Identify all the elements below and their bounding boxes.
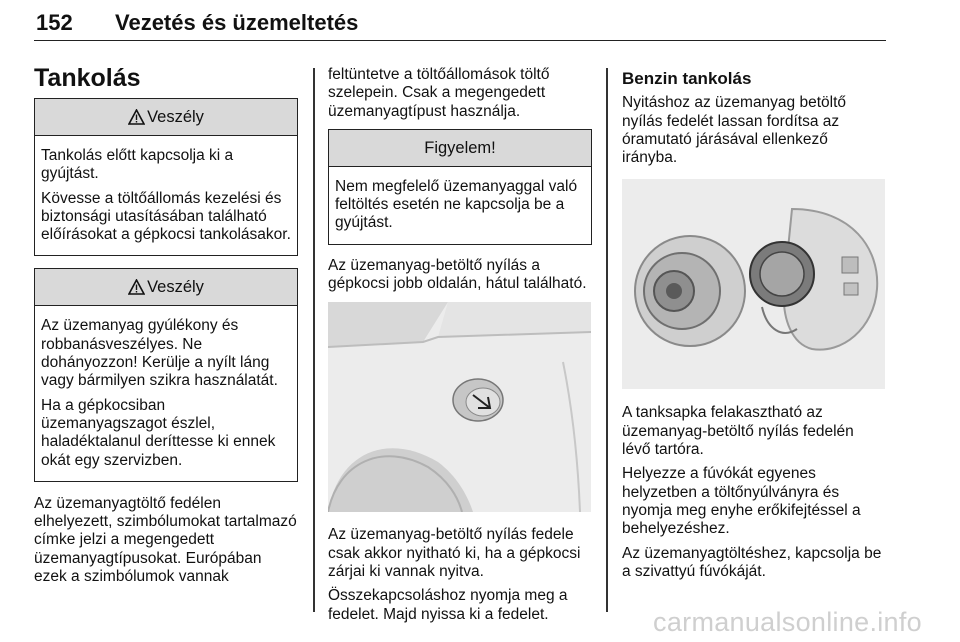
fuel-label-paragraph: Az üzemanyagtöltő fedélen elhelyezett, szimbólumokat tartalmazó címke jelzi a megengedett üzemanyagtípusokat. Európában ezek a szimbólumok vannak [34, 494, 297, 586]
page-header [34, 2, 886, 41]
col3-intro: Nyitáshoz az üzemanyag betöltő nyílás fedelét lassan fordítsa az óramutató járásával ellenkező irányba. [622, 94, 847, 167]
col3-after-figure-3: Az üzemanyagtöltéshez, kapcsolja be a szivattyú fúvókáját. [622, 544, 882, 580]
column-1 [34, 98, 298, 592]
warning-triangle-icon [128, 102, 145, 138]
notice-box [328, 129, 592, 245]
column-2 [328, 66, 592, 630]
section-title: Tankolás [34, 64, 141, 92]
notice-box-body [329, 167, 591, 244]
danger-box-1-header [35, 99, 297, 136]
danger-box-2-title: Veszély [147, 278, 204, 297]
notice-box-title: Figyelem! [424, 138, 496, 157]
column-3 [622, 70, 886, 587]
notice-box-text: Nem megfelelő üzemanyaggal való feltöltés esetén ne kapcsolja be a gyújtást. [335, 177, 578, 232]
danger-box-1 [34, 98, 298, 256]
chapter-title: Vezetés és üzemeltetés [115, 10, 359, 35]
danger-box-1-title: Veszély [147, 108, 204, 126]
col3-after-figure-2: Helyezze a fúvókát egyenes helyzetben a töltőnyúlványra és nyomja meg enyhe erőkifejtéssel a behelyezéshez. [622, 465, 861, 538]
filler-location-text: Az üzemanyag-betöltő nyílás a gépkocsi jobb oldalán, hátul található. [328, 256, 587, 293]
col2-after-figure-2: Összekapcsoláshoz nyomja meg a fedelet. Majd nyissa ki a fedelet. [328, 587, 568, 623]
warning-triangle-icon [128, 272, 145, 308]
footer-watermark: carmanualsonline.info [653, 607, 922, 637]
petrol-subheading: Benzin tankolás [622, 69, 752, 88]
fuel-cap-figure [622, 179, 885, 389]
danger-box-1-body [35, 136, 297, 255]
column-divider-2 [606, 68, 608, 612]
column-divider-1 [313, 68, 315, 612]
car-rear-side-illustration [328, 302, 591, 512]
page-number: 152 [36, 10, 73, 35]
danger-box-2-header [35, 269, 297, 306]
fuel-door-figure [328, 302, 591, 512]
danger-box-2-paragraph: Az üzemanyag gyúlékony és robbanásveszélyes. Ne dohányozzon! Kerülje a nyílt láng vagy bármilyen szikra használatát. [41, 317, 278, 390]
danger-box-2 [34, 268, 298, 481]
col2-after-figure-1: Az üzemanyag-betöltő nyílás fedele csak akkor nyitható ki, ha a gépkocsi zárjai ki vannak nyitva. [328, 526, 581, 580]
danger-box-2-paragraph: Ha a gépkocsiban üzemanyagszagot észlel, haladéktalanul deríttesse ki ennek okát egy szervizben. [41, 396, 276, 469]
col2-intro: feltüntetve a töltőállomások töltő szelepein. Csak a megengedett üzemanyagtípust használja. [328, 66, 550, 120]
notice-box-header [329, 130, 591, 167]
fuel-cap-illustration [622, 179, 885, 389]
danger-box-1-paragraph: Kövesse a töltőállomás kezelési és biztonsági utasításában található előírásokat a gépkocsi tankolásakor. [41, 189, 291, 244]
danger-box-2-body [35, 306, 297, 480]
col3-after-figure-1: A tanksapka felakasztható az üzemanyag-betöltő nyílás fedelén lévő tartóra. [622, 404, 854, 459]
danger-box-1-paragraph: Tankolás előtt kapcsolja ki a gyújtást. [41, 147, 234, 183]
